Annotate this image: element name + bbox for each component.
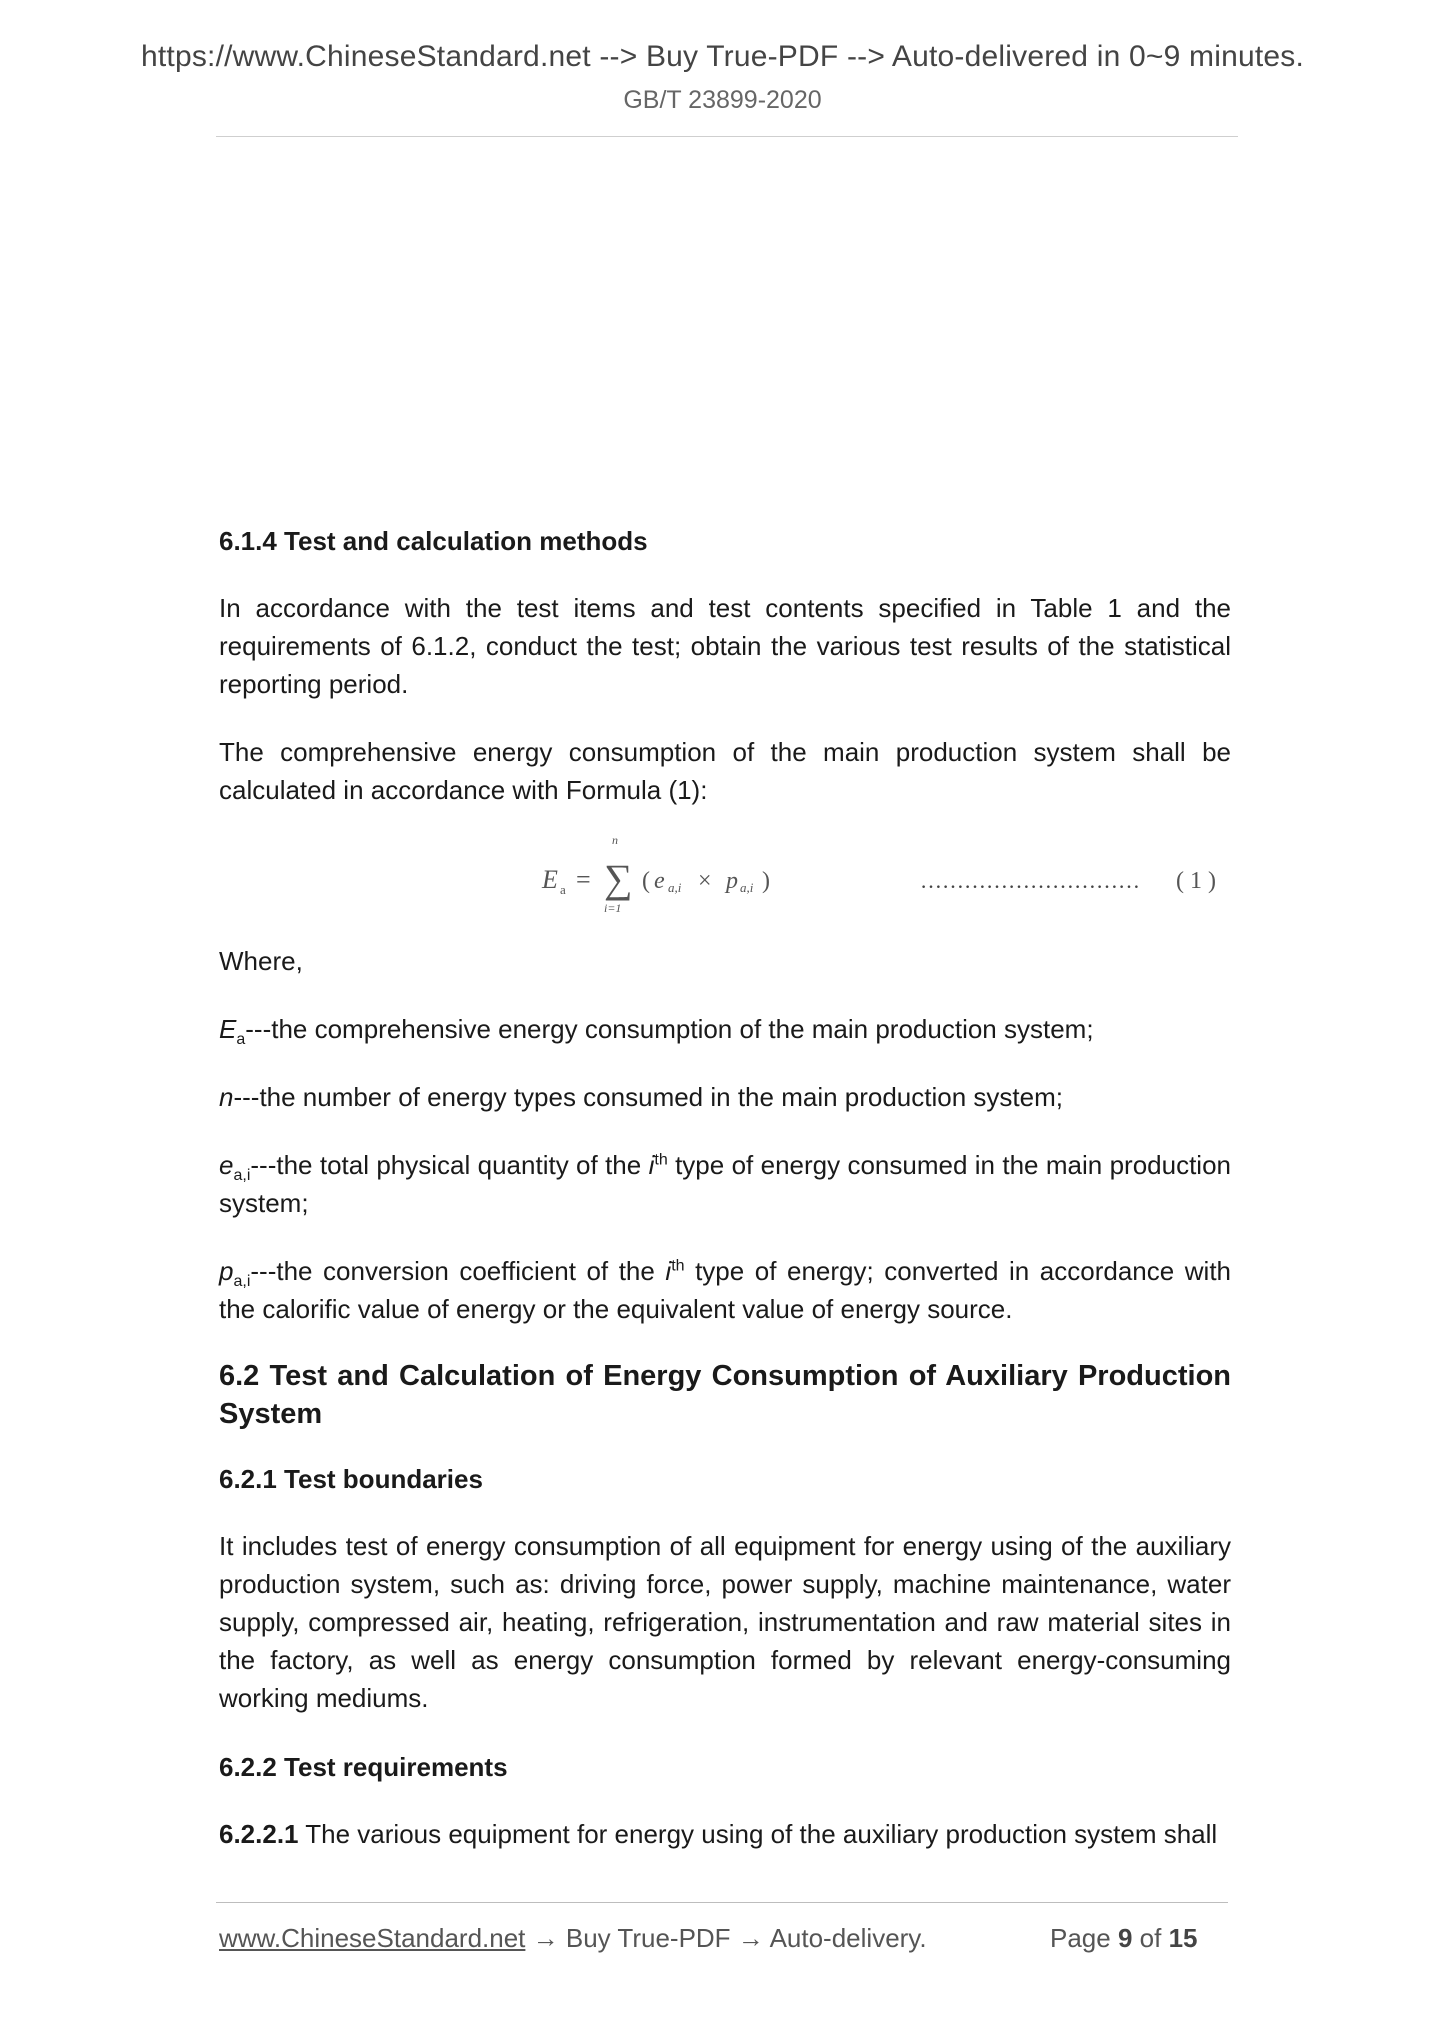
paragraph-6-2-2-1	[219, 1815, 1231, 1853]
formula-close-paren: )	[762, 868, 770, 894]
page-number: 9	[1117, 1923, 1133, 1953]
formula-term1-sub: a,i	[668, 880, 682, 895]
variable-subscript: a,i	[233, 1273, 251, 1291]
formula-lhs-sub: a	[560, 882, 566, 897]
of-word: of	[1139, 1923, 1162, 1953]
variable-symbol: E	[219, 1014, 237, 1044]
section-heading-6-1-4: 6.1.4 Test and calculation methods	[219, 526, 648, 556]
paragraph-test-boundaries: It includes test of energy consumption of all equipment for energy using of the auxiliary production system, such as: driving force, power supply, machine maintenance, water supply, compressed air, heating, refrigeration, instrumentation and raw material sites in the factory, as well as energy consumption formed by relevant energy-consuming working mediums.	[219, 1531, 1231, 1713]
variable-text-post: type of energy consumed in the main production system;	[219, 1150, 1231, 1218]
variable-subscript: a	[236, 1031, 246, 1049]
formula-sum-lower: i=1	[604, 901, 622, 915]
variable-text: ---the comprehensive energy consumption of the main production system;	[245, 1014, 1094, 1044]
ordinal-th: th	[654, 1151, 668, 1169]
variable-definition-Ea	[219, 1010, 1231, 1048]
variable-symbol: e	[219, 1150, 234, 1180]
ordinal-i: i	[665, 1256, 672, 1286]
header-url-line: https://www.ChineseStandard.net --> Buy True-PDF --> Auto-delivered in 0~9 minutes.	[141, 40, 1304, 73]
variable-definition-pai	[219, 1252, 1231, 1328]
footer-promo	[219, 1923, 927, 1954]
formula-leader-dots: …………………………	[920, 868, 1140, 893]
variable-text-pre: ---the conversion coefficient of the	[250, 1256, 666, 1286]
variable-symbol: p	[219, 1256, 234, 1286]
variable-definition-eai	[219, 1146, 1231, 1222]
where-label: Where,	[219, 946, 303, 976]
section-heading-6-2-2: 6.2.2 Test requirements	[219, 1752, 508, 1782]
formula-term1: e	[654, 868, 665, 894]
ordinal-i: i	[648, 1150, 655, 1180]
header-standard-id: GB/T 23899-2020	[623, 86, 822, 114]
formula-sum-sign: ∑	[604, 856, 633, 901]
footer-promo-text: → Buy True-PDF → Auto-delivery.	[525, 1923, 927, 1953]
clause-number: 6.2.2.1	[219, 1819, 299, 1849]
clause-text: The various equipment for energy using of the auxiliary production system shall	[298, 1819, 1218, 1849]
formula-open-paren: (	[642, 868, 650, 894]
section-heading-6-2: 6.2 Test and Calculation of Energy Consumption of Auxiliary Production System	[219, 1360, 1231, 1430]
section-heading-6-2-1: 6.2.1 Test boundaries	[219, 1464, 483, 1494]
variable-definition-n	[219, 1078, 1231, 1116]
paragraph-test-accordance: In accordance with the test items and test contents specified in Table 1 and the requirements of 6.1.2, conduct the test; obtain the various test results of the statistical reporting period.	[219, 593, 1231, 699]
formula-number: ( 1 )	[1176, 868, 1216, 894]
formula-lhs: E	[542, 865, 558, 894]
variable-subscript: a,i	[233, 1167, 251, 1185]
page-word: Page	[1050, 1923, 1111, 1953]
ordinal-th: th	[671, 1257, 685, 1275]
header-divider	[216, 136, 1238, 137]
formula-svg	[530, 833, 1240, 916]
variable-text-pre: ---the total physical quantity of the	[250, 1150, 649, 1180]
footer-page-indicator	[1050, 1923, 1198, 1954]
page-total: 15	[1168, 1923, 1198, 1953]
formula-equals: =	[576, 865, 591, 894]
formula-1	[530, 833, 1240, 916]
formula-term2: p	[726, 868, 738, 894]
formula-times: ×	[698, 868, 712, 894]
footer-site-link[interactable]: www.ChineseStandard.net	[219, 1923, 526, 1953]
variable-text: ---the number of energy types consumed in the main production system;	[233, 1082, 1063, 1112]
variable-symbol: n	[219, 1082, 234, 1112]
variable-text-post: type of energy; converted in accordance with the calorific value of energy or the equivalent value of energy source.	[219, 1256, 1231, 1324]
formula-sum-upper: n	[612, 833, 618, 847]
footer-divider	[216, 1902, 1228, 1903]
formula-term2-sub: a,i	[740, 880, 754, 895]
paragraph-formula-intro: The comprehensive energy consumption of the main production system shall be calculated in accordance with Formula (1):	[219, 737, 1231, 805]
